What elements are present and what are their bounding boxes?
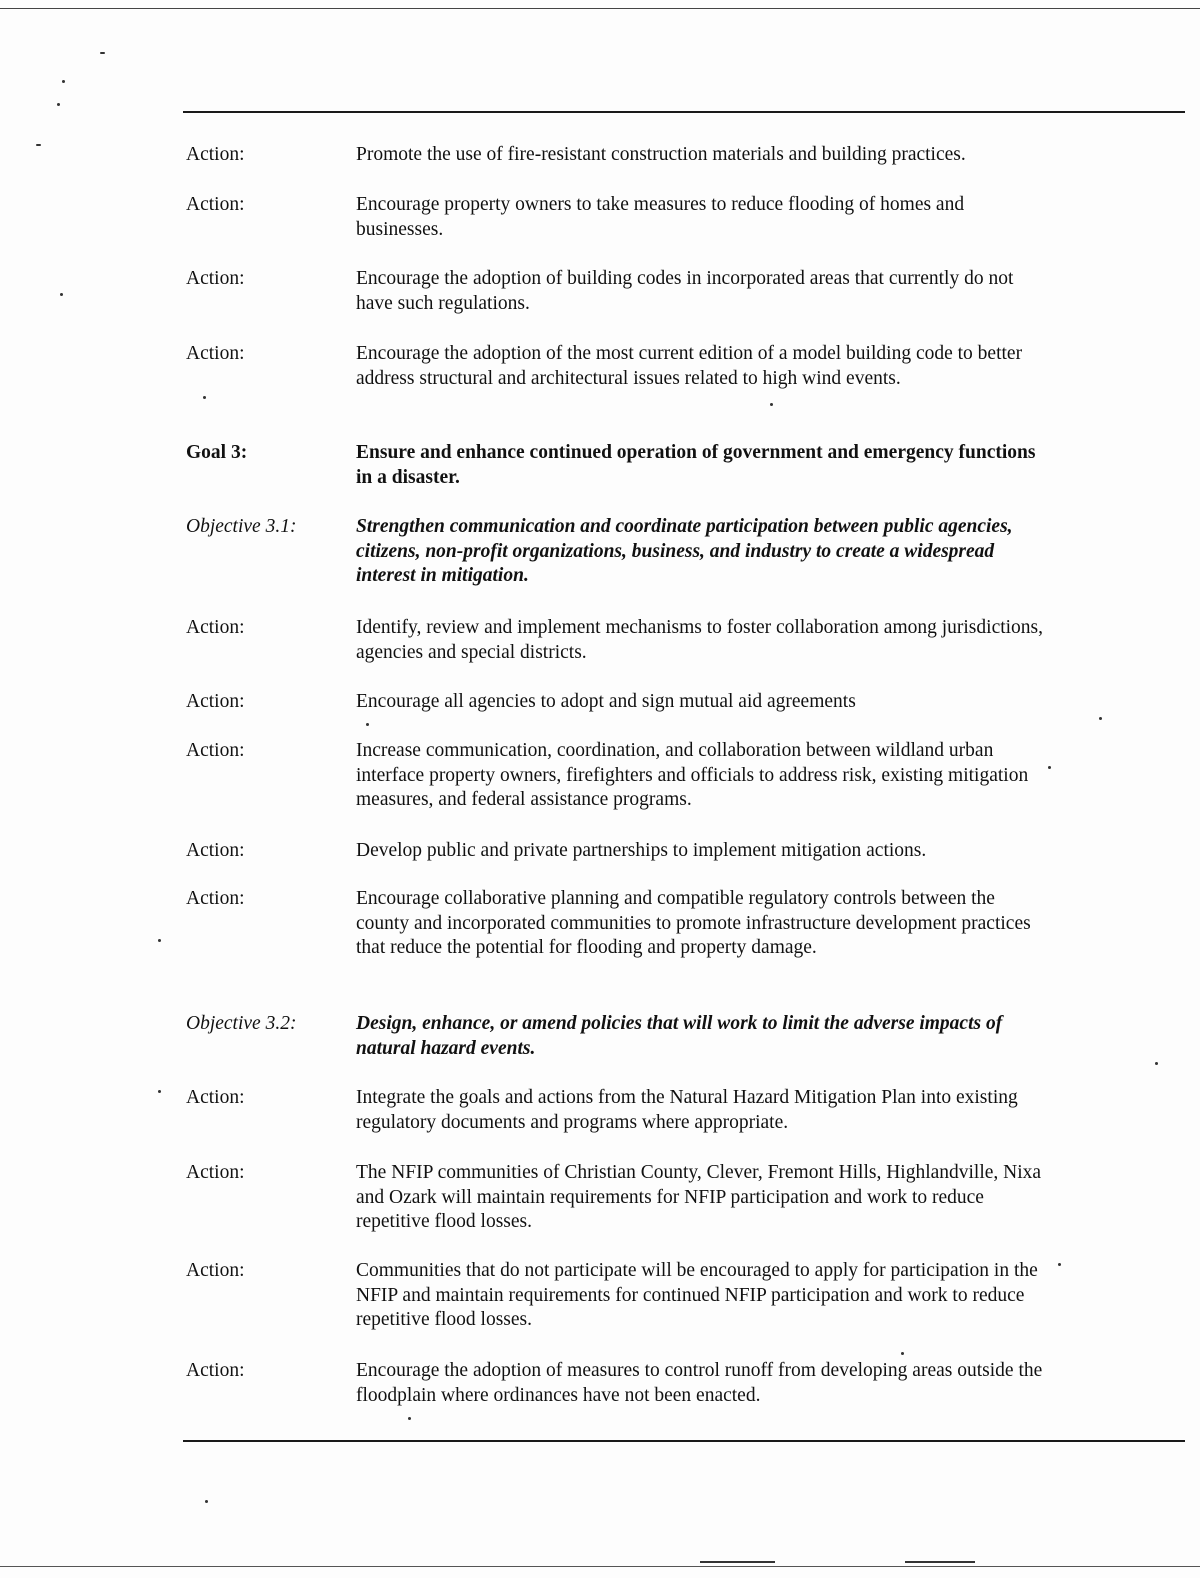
entry-label: Action: (186, 194, 245, 215)
scan-mark (700, 1561, 775, 1563)
scan-speck (57, 103, 60, 106)
entry-text: Increase communication, coordination, and collaboration between wildland urban interface property owners, firefighters and officials to address risk, existing mitigation measures, and federal assistance programs. (356, 740, 1029, 810)
entry-text: Encourage the adoption of the most current edition of a model building code to better address structural and architectural issues related to high wind events. (356, 343, 1023, 389)
scan-speck (408, 1417, 411, 1420)
scan-speck (36, 144, 41, 146)
entry-label: Action: (186, 1360, 245, 1381)
scan-speck (1058, 1263, 1061, 1266)
entry-text: Develop public and private partnerships to implement mitigation actions. (356, 840, 927, 861)
entry-label: Action: (186, 1087, 245, 1108)
objective-label: Objective 3.2: (186, 1013, 297, 1034)
scan-speck (100, 52, 105, 54)
entry-text: Encourage property owners to take measures to reduce flooding of homes and businesses. (356, 194, 965, 240)
scan-speck (1048, 766, 1051, 769)
entry-label: Action: (186, 888, 245, 909)
objective-label: Objective 3.1: (186, 516, 297, 537)
entry-text: The NFIP communities of Christian County, Clever, Fremont Hills, Highlandville, Nixa and Ozark will maintain requirements for NFIP participation and work to reduce repetitive flood losses. (356, 1162, 1042, 1232)
entry-text: Encourage the adoption of measures to control runoff from developing areas outside the floodplain where ordinances have not been enacted. (356, 1360, 1043, 1406)
entry-label: Action: (186, 1260, 245, 1281)
scan-speck (60, 293, 63, 296)
goal-label: Goal 3: (186, 442, 248, 463)
scan-speck (1155, 1062, 1158, 1065)
top-rule (183, 111, 1185, 113)
scan-speck (203, 396, 206, 399)
scan-speck (158, 1090, 161, 1093)
entry-label: Action: (186, 617, 245, 638)
entry-text: Encourage collaborative planning and compatible regulatory controls between the county and incorporated communities to promote infrastructure development practices that reduce the potential for flooding and property damage. (356, 888, 1031, 958)
scan-edge-line (0, 8, 1200, 9)
scan-speck (205, 1500, 208, 1503)
entry-text: Integrate the goals and actions from the Natural Hazard Mitigation Plan into existing regulatory documents and programs where appropriate. (356, 1087, 1018, 1133)
objective-text: Strengthen communication and coordinate participation between public agencies, citizens, non-profit organizations, business, and industry to create a widespread interest in mitigation. (356, 516, 1013, 586)
scan-speck (366, 723, 369, 726)
scan-edge-line (0, 1566, 1200, 1567)
entry-label: Action: (186, 840, 245, 861)
scan-mark (905, 1561, 975, 1563)
scan-speck (158, 939, 161, 942)
scan-speck (1099, 717, 1102, 720)
entry-text: Encourage the adoption of building codes in incorporated areas that currently do not have such regulations. (356, 268, 1014, 314)
entry-text: Encourage all agencies to adopt and sign mutual aid agreements (356, 691, 856, 712)
objective-text: Design, enhance, or amend policies that will work to limit the adverse impacts of natural hazard events. (356, 1013, 1003, 1059)
entry-label: Action: (186, 343, 245, 364)
entry-label: Action: (186, 740, 245, 761)
entry-label: Action: (186, 1162, 245, 1183)
entry-text: Identify, review and implement mechanisms to foster collaboration among jurisdictions, agencies and special districts. (356, 617, 1044, 663)
entry-label: Action: (186, 691, 245, 712)
entry-text: Communities that do not participate will be encouraged to apply for participation in the NFIP and maintain requirements for continued NFIP participation and work to reduce repetitive flood losses. (356, 1260, 1038, 1330)
goal-text: Ensure and enhance continued operation of government and emergency functions in a disaster. (356, 442, 1036, 488)
scan-speck (62, 80, 65, 83)
entry-label: Action: (186, 268, 245, 289)
bottom-rule (183, 1440, 1185, 1442)
scan-speck (770, 403, 773, 406)
entry-text: Promote the use of fire-resistant construction materials and building practices. (356, 144, 966, 165)
scan-speck (901, 1352, 904, 1355)
entry-label: Action: (186, 144, 245, 165)
